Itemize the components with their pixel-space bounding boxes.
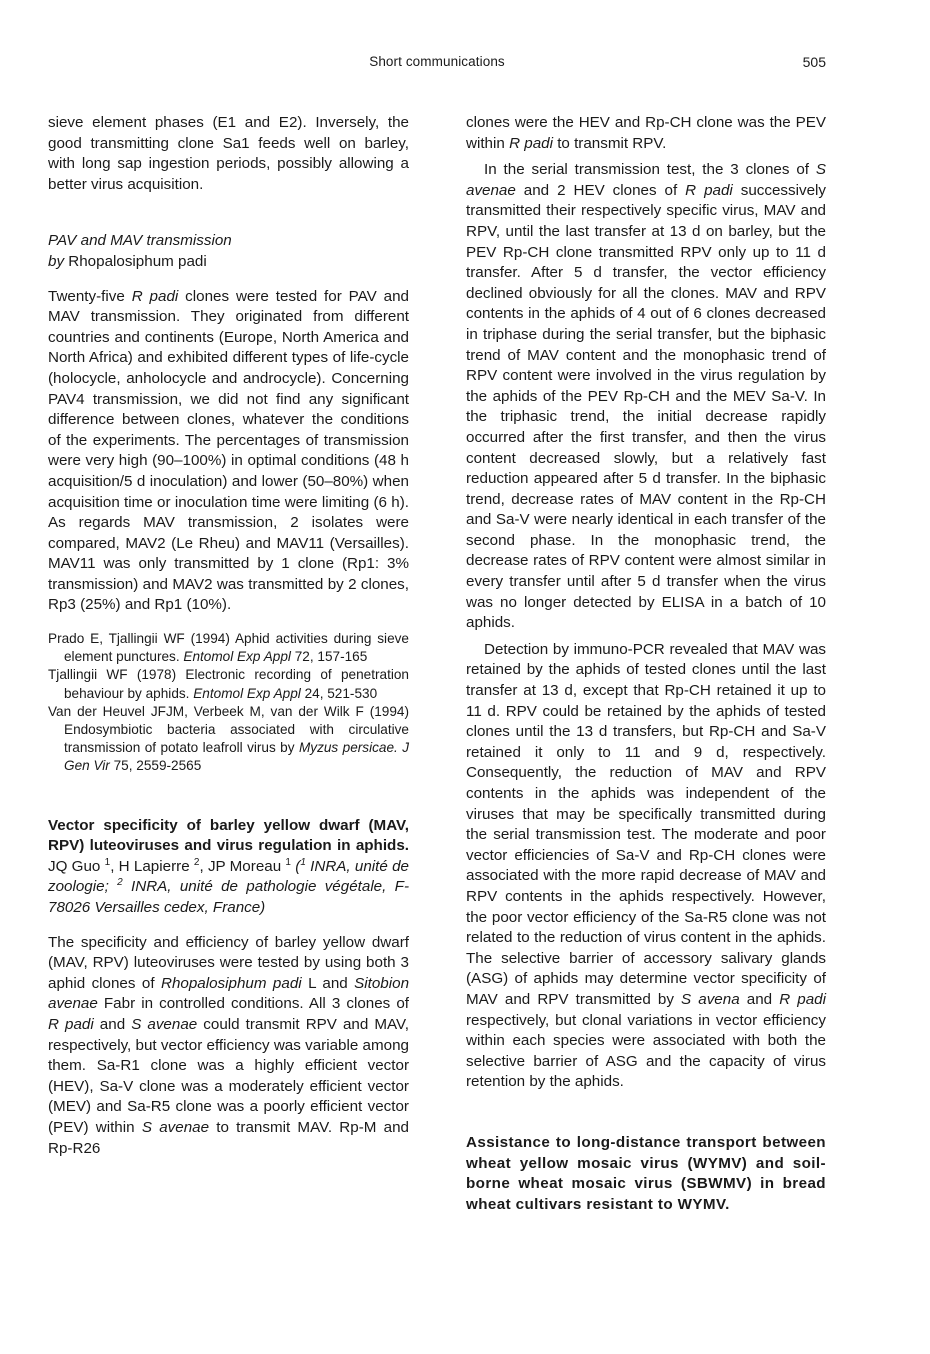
- abstract-authors: JQ Guo $^1$, H Lapierre $^2$, JP Moreau $^1$: [48, 856, 291, 875]
- reference-item: Van der Heuvel JFJM, Verbeek M, van der Wilk F (1994) Endosymbiotic bacteria associated with circulative transmission of potato leafroll virus by Myzus persicae. J Gen Vir 75, 2559-2565: [48, 703, 409, 774]
- page-header: [48, 54, 826, 76]
- continuation-paragraph: sieve element phases (E1 and E2). Inversely, the good transmitting clone Sa1 feeds well on barley, with long sap ingestion periods, possibly allowing a better virus acquisition.: [48, 114, 409, 193]
- body-paragraph: clones were the HEV and Rp-CH clone was the PEV within R padi to transmit RPV.: [466, 114, 826, 152]
- immuno-pcr-paragraph: Detection by immuno-PCR revealed that MAV was retained by the aphids of tested clones until the last transfer at 13 d, except that Rp-CH retained it up to 11 d. RPV could be retained by the aphids of tested clones until the 13 d transfers, but Rp-CH and Sa-V retained it only to 11 and 9 d, respectively. Consequently, the reduction of MAV and RPV contents in the aphids was independent of the viruses that may be specifically transmitted during the serial transmission test. The moderate and poor vector efficiencies of Sa-V and Rp-CH clones were associated with the more rapid decrease of MAV and RPV contents in the aphids respectively. However, the poor vector efficiency of the Sa-R5 clone was not related to the reduction of virus content in the aphids. The selective barrier of accessory salivary glands (ASG) of aphids may determine vector specificity of MAV and RPV transmitted by S avena and R padi respectively, but clonal variations in vector efficiency within each species were associated with both the selective barrier of ASG and the capacity of virus retention by the aphids.: [466, 640, 826, 1091]
- pav-mav-paragraph: Twenty-five R padi clones were tested for PAV and MAV transmission. They originated from different countries and continents (Europe, North America and North Africa) and exhibited different types of life-cycle (holocycle, anholocycle and androcycle). Concerning PAV4 transmission, we did not find any significant difference between clones, whatever the conditions of the experiments. The percentages of transmission were very high (90–100%) in optimal conditions (48 h acquisition/5 d inoculation) and lower (50–80%) when acquisition time or inoculation time were limiting (6 h). As regards MAV transmission, 2 isolates were compared, MAV2 (Le Rheu) and MAV11 (Versailles). MAV11 was only transmitted by 1 clone (Rp1: 3% transmission) and MAV2 was transmitted by 2 clones, Rp3 (25%) and Rp1 (10%).: [48, 287, 409, 614]
- next-abstract-title: Assistance to long-distance transport between wheat yellow mosaic virus (WYMV) and soil-borne wheat mosaic virus (SBWMV) in bread wheat cultivars resistant to WYMV.: [466, 1133, 826, 1213]
- running-head: Short communications: [369, 54, 505, 69]
- reference-item: Tjallingii WF (1978) Electronic recording of penetration behaviour by aphids. Entomol Exp Appl 24, 521-530: [48, 667, 409, 701]
- subheading-species: Rhopalosiphum padi: [68, 252, 207, 270]
- abstract-heading: [48, 816, 409, 919]
- abstract-title: Vector specificity of barley yellow dwarf (MAV, RPV) luteoviruses and virus regulation in aphids.: [48, 816, 409, 855]
- left-column: [48, 113, 409, 1159]
- abstract-affiliation: ($^1$ INRA, unité de zoologie; $^2$ INRA, unité de pathologie végétale, F-78026 Versailles cedex, France): [48, 856, 410, 917]
- right-column: [466, 113, 826, 1215]
- reference-list: [48, 630, 409, 776]
- serial-transmission-paragraph: In the serial transmission test, the 3 clones of S avenae and 2 HEV clones of R padi successively transmitted their respectively specific virus, MAV and RPV, until the last transfer at 13 d on barley, but the PEV Rp-CH clone transmitted RPV only up to 11 d transfer. After 5 d transfer, the vector efficiency declined obviously for all the clones. MAV and RPV contents in the aphids of 4 out of 6 clones decreased in triphase during the serial transfer, but the biphasic trend of MAV content and the monophasic trend of RPV content were involved in the virus regulation by the aphids of the PEV Rp-CH and the MEV Sa-V. In the triphasic trend, the initial decrease rapidly occurred after the first transfer, and then the virus content decreased slowly, but a relatively fast reduction appeared after 5 d transfer. In the biphasic trend, decrease rates of MAV content in the Rp-CH and Sa-V were nearly identical in each transfer of the second phase. In the monophasic trend, the decrease rates of RPV content were almost similar in every transfer until after 5 d transfer when the virus was no longer detected by ELISA in a batch of 10 aphids.: [466, 161, 826, 632]
- subheading-by: by: [48, 252, 69, 270]
- subheading-line1: PAV and MAV transmission: [48, 232, 232, 250]
- section-subheading: [48, 231, 409, 272]
- abstract-body-paragraph: The specificity and efficiency of barley yellow dwarf (MAV, RPV) luteoviruses were tested by using both 3 aphid clones of Rhopalosiphum padi L and Sitobion avenae Fabr in controlled conditions. All 3 clones of R padi and S avenae could transmit RPV and MAV, respectively, but vector efficiency was variable among them. Sa-R1 clone was a highly efficient vector (HEV), Sa-V clone was a moderately efficient vector (MEV) and Sa-R5 clone was a poorly efficient vector (PEV) within S avenae to transmit MAV. Rp-M and Rp-R26: [48, 933, 410, 1157]
- reference-item: Prado E, Tjallingii WF (1994) Aphid activities during sieve element punctures. Entomol Exp Appl 72, 157-165: [48, 631, 409, 665]
- page-number: 505: [802, 54, 826, 70]
